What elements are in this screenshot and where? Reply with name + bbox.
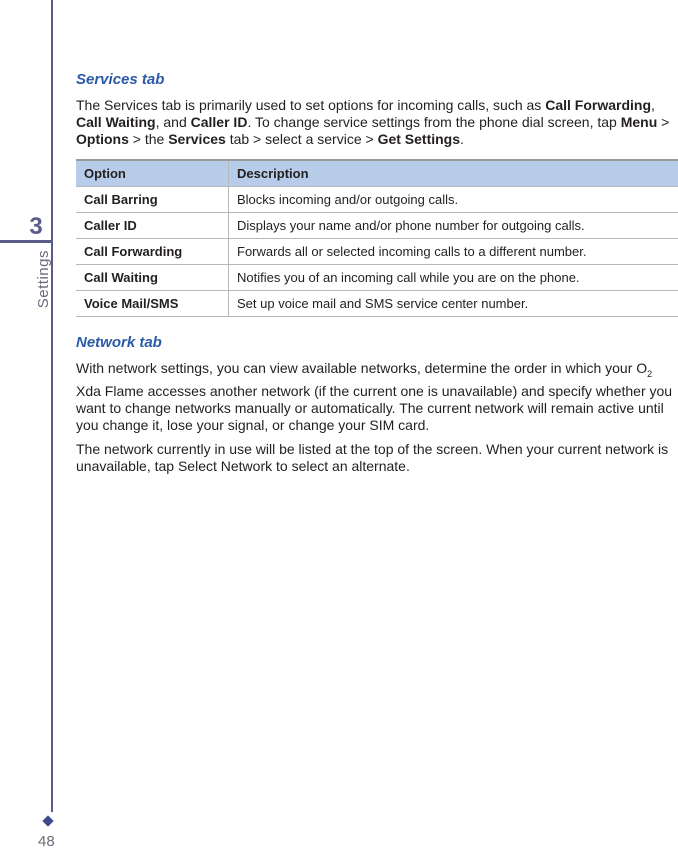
network-note: [76, 441, 678, 475]
header-description: Description: [229, 160, 678, 187]
chapter-title: Settings: [35, 250, 53, 350]
subscript: 2: [647, 369, 652, 379]
option-name: Caller ID: [76, 213, 229, 239]
option-name: Call Barring: [76, 187, 229, 213]
text-run: With network settings, you can view available networks, determine the order in which your O: [76, 360, 647, 376]
text-run: tab > select a service >: [226, 131, 378, 147]
chapter-marker-bar: [0, 240, 51, 243]
ui-term: Call Forwarding: [545, 97, 651, 113]
ui-term: Options: [76, 131, 129, 147]
text-run: >: [657, 114, 669, 130]
page-number: 48: [38, 833, 55, 850]
margin-rule: [51, 0, 53, 812]
services-heading: Services tab: [76, 71, 164, 88]
text-run: The Services tab is primarily used to set options for incoming calls, such as: [76, 97, 545, 113]
option-description: Set up voice mail and SMS service center number.: [229, 291, 678, 317]
option-description: Forwards all or selected incoming calls to a different number.: [229, 239, 678, 265]
table-row: [76, 291, 678, 317]
network-note-text: The network currently in use will be listed at the top of the screen. When your current network is unavailable, tap Select Network to select an alternate.: [76, 441, 668, 474]
ui-term: Call Waiting: [76, 114, 156, 130]
ui-term: Services: [168, 131, 226, 147]
network-heading: Network tab: [76, 334, 162, 351]
services-intro-text: [76, 97, 669, 147]
table-row: [76, 213, 678, 239]
text-run: ,: [651, 97, 655, 113]
chapter-number: 3: [24, 213, 48, 241]
table-header-row: [76, 160, 678, 187]
option-name: Call Forwarding: [76, 239, 229, 265]
option-description: Notifies you of an incoming call while you are on the phone.: [229, 265, 678, 291]
text-run: , and: [156, 114, 191, 130]
network-paragraph: [76, 360, 678, 434]
services-table: [76, 159, 678, 317]
option-description: Blocks incoming and/or outgoing calls.: [229, 187, 678, 213]
table-row: [76, 187, 678, 213]
option-name: Voice Mail/SMS: [76, 291, 229, 317]
table-row: [76, 265, 678, 291]
ui-term: Caller ID: [191, 114, 248, 130]
option-description: Displays your name and/or phone number for outgoing calls.: [229, 213, 678, 239]
table-row: [76, 239, 678, 265]
ui-term: Get Settings: [378, 131, 460, 147]
text-run: .: [460, 131, 464, 147]
text-run: Xda Flame accesses another network (if the current one is unavailable) and specify whether you want to change networks manually or automatically. The current network will remain active until you change it, lose your signal, or change your SIM card.: [76, 383, 672, 433]
page-diamond-icon: [42, 815, 53, 826]
text-run: . To change service settings from the phone dial screen, tap: [247, 114, 620, 130]
network-paragraph-text: [76, 360, 672, 433]
header-option: Option: [76, 160, 229, 187]
text-run: > the: [129, 131, 168, 147]
option-name: Call Waiting: [76, 265, 229, 291]
services-intro: [76, 97, 678, 148]
ui-term: Menu: [621, 114, 658, 130]
